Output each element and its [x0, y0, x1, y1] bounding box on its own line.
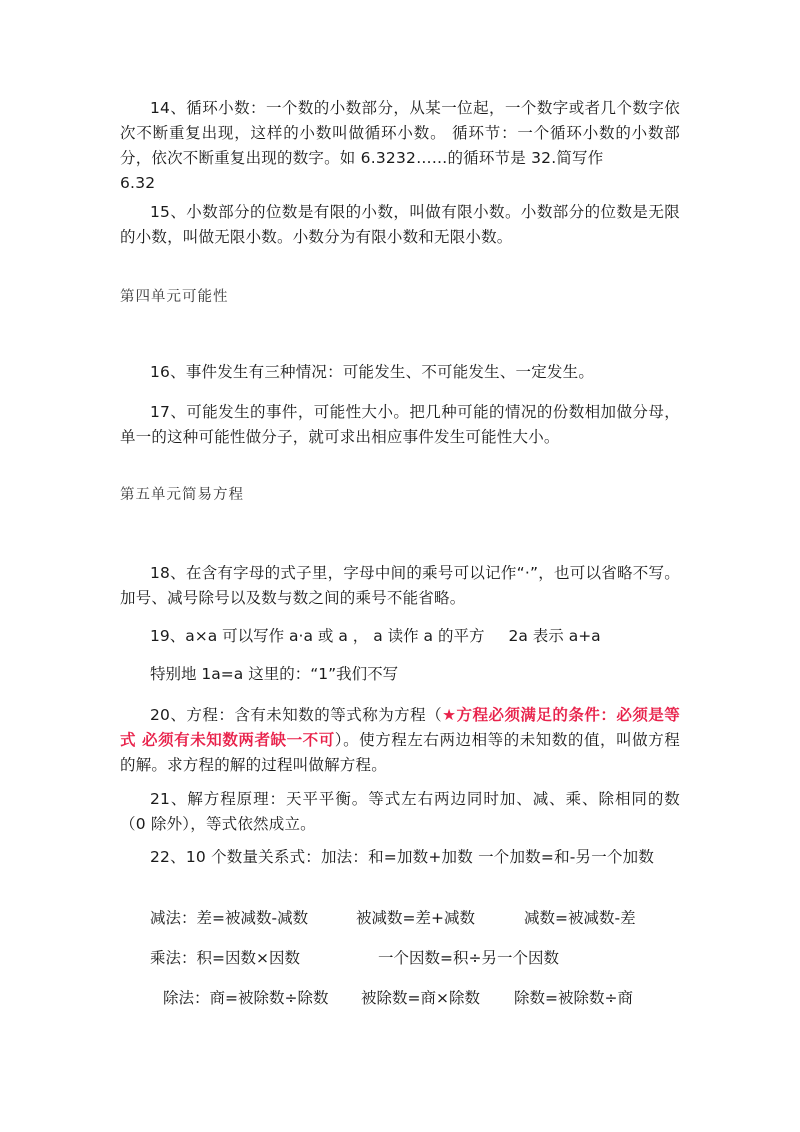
paragraph-20-before: 20、方程：含有未知数的等式称为方程（ [150, 706, 443, 724]
subtraction-relation-b: 被减数=差+减数 [356, 909, 475, 927]
subtraction-relation-c: 减数=被减数-差 [524, 909, 636, 927]
multiplication-relation-a: 乘法：积=因数×因数 [150, 949, 300, 967]
division-relation-a: 除法：商=被除数÷除数 [163, 989, 329, 1007]
division-relation-b: 被除数=商×除数 [361, 989, 480, 1007]
paragraph-17: 17、可能发生的事件，可能性大小。把几种可能的情况的份数相加做分母，单一的这种可能性做分子，就可求出相应事件发生可能性大小。 [120, 403, 680, 446]
paragraph-19-part1: 19、a×a 可以写作 a·a 或 a ， a 读作 a 的平方 [150, 627, 485, 645]
paragraph-19 [150, 624, 601, 649]
division-relation-c: 除数=被除数÷商 [514, 989, 633, 1007]
paragraph-14 [120, 96, 680, 196]
multiplication-relation-b: 一个因数=积÷另一个因数 [378, 949, 559, 967]
paragraph-19-part2: 2a 表示 a+a [508, 627, 601, 645]
unit-5-heading: 第五单元简易方程 [120, 487, 244, 503]
paragraph-18: 18、在含有字母的式子里，字母中间的乘号可以记作“·”，也可以省略不写。加号、减号除号以及数与数之间的乘号不能省略。 [120, 564, 680, 607]
paragraph-21: 21、解方程原理：天平平衡。等式左右两边同时加、减、乘、除相同的数（0 除外），等式依然成立。 [120, 790, 680, 833]
unit-4-heading: 第四单元可能性 [120, 289, 229, 305]
paragraph-22: 22、10 个数量关系式：加法：和=加数+加数 一个加数=和-另一个加数 [150, 848, 655, 866]
subtraction-relation-a: 减法：差=被减数-减数 [150, 909, 309, 927]
paragraph-14-text: 14、循环小数：一个数的小数部分，从某一位起，一个数字或者几个数字依次不断重复出现，这样的小数叫做循环小数。 循环节：一个循环小数的小数部分，依次不断重复出现的数字。如 6.3232……的循环节是 32.简写作 [120, 99, 680, 167]
equation-conditions-highlight: ★方程必须满足的条件：必须是等式 必须有未知数两者缺一不可 [120, 706, 680, 749]
paragraph-16: 16、事件发生有三种情况：可能发生、不可能发生、一定发生。 [150, 363, 595, 381]
paragraph-15: 15、小数部分的位数是有限的小数，叫做有限小数。小数部分的位数是无限的小数，叫做无限小数。小数分为有限小数和无限小数。 [120, 203, 680, 246]
paragraph-20 [120, 703, 680, 778]
paragraph-20-after: ）。使方程左右两边相等的未知数的值，叫做方程的解。求方程的解的过程叫做解方程。 [120, 731, 681, 774]
paragraph-19-note: 特别地 1a=a 这里的：“1”我们不写 [150, 665, 399, 683]
paragraph-14-tail: 6.32 [120, 174, 156, 192]
